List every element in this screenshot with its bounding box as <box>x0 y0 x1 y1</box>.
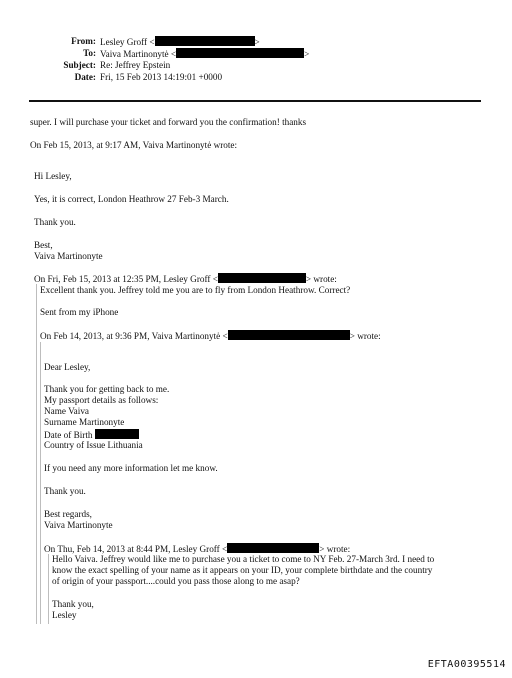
subject-value: Re: Jeffrey Epstein <box>100 60 171 70</box>
quote-line: Thank you. <box>34 217 76 227</box>
redaction-block <box>176 48 304 58</box>
header-divider <box>29 100 481 102</box>
to-end: > <box>304 49 310 59</box>
quote-line: Thank you. <box>44 486 86 496</box>
date-label: Date: <box>74 72 96 82</box>
quote-line: Sent from my iPhone <box>40 307 119 317</box>
attribution-end: > wrote: <box>319 544 351 554</box>
quote-line: Excellent thank you. Jeffrey told me you are to fly from London Heathrow. Correct? <box>40 285 351 295</box>
quote-line: My passport details as follows: <box>44 395 159 405</box>
document-id: EFTA00395514 <box>427 659 506 670</box>
quote-bar <box>36 284 37 624</box>
quote-line: Dear Lesley, <box>44 362 91 372</box>
quote-attribution: On Feb 15, 2013, at 9:17 AM, Vaiva Martinonytė wrote: <box>30 140 238 150</box>
to-text: Vaiva Martinonytė < <box>100 49 177 59</box>
quote-line: Hi Lesley, <box>34 171 72 181</box>
to-label: To: <box>83 48 96 58</box>
redaction-block <box>228 330 350 340</box>
quote-line: of origin of your passport....could you pass those along to me asap? <box>52 576 300 586</box>
quote-line: Best, <box>34 240 53 250</box>
reply-text: super. I will purchase your ticket and forward you the confirmation! thanks <box>30 117 307 127</box>
quote-line: Name Vaiva <box>44 406 89 416</box>
to-value <box>100 48 309 60</box>
from-text: Lesley Groff < <box>100 37 155 47</box>
redaction-block <box>155 36 255 46</box>
quote-bar <box>40 342 41 624</box>
quote-line: Vaiva Martinonyte <box>44 520 113 530</box>
attribution-text: On Feb 14, 2013, at 9:36 PM, Vaiva Martinonytė < <box>40 331 228 341</box>
quote-line: If you need any more information let me know. <box>44 463 218 473</box>
quote-line: Best regards, <box>44 509 92 519</box>
redaction-block <box>95 429 139 439</box>
quote-line: Vaiva Martinonyte <box>34 251 103 261</box>
from-label: From: <box>71 36 96 46</box>
quote-line: Yes, it is correct, London Heathrow 27 Feb-3 March. <box>34 194 229 204</box>
date-value: Fri, 15 Feb 2013 14:19:01 +0000 <box>100 72 223 82</box>
quote-line: Surname Martinonyte <box>44 417 125 427</box>
redaction-block <box>218 273 306 283</box>
attribution-text: On Fri, Feb 15, 2013 at 12:35 PM, Lesley Groff < <box>34 274 218 284</box>
subject-label: Subject: <box>63 60 96 70</box>
quote-line: know the exact spelling of your name as it appears on your ID, your complete birthdate and the country <box>52 565 433 575</box>
redaction-block <box>227 543 319 553</box>
quote-line: Country of Issue Lithuania <box>44 440 143 450</box>
from-value <box>100 36 260 48</box>
quote-attribution <box>34 273 337 285</box>
attribution-end: > wrote: <box>305 274 337 284</box>
quote-line: Lesley <box>52 610 77 620</box>
quote-line: Hello Vaiva. Jeffrey would like me to purchase you a ticket to come to NY Feb. 27-March 3rd. I need to <box>52 554 435 564</box>
from-end: > <box>254 37 260 47</box>
dob-text: Date of Birth <box>44 430 93 440</box>
quote-bar <box>48 554 49 624</box>
quote-line: Thank you for getting back to me. <box>44 384 170 394</box>
quote-line: Thank you, <box>52 599 94 609</box>
attribution-text: On Thu, Feb 14, 2013 at 8:44 PM, Lesley Groff < <box>44 544 228 554</box>
attribution-end: > wrote: <box>349 331 381 341</box>
quote-attribution <box>40 330 381 342</box>
